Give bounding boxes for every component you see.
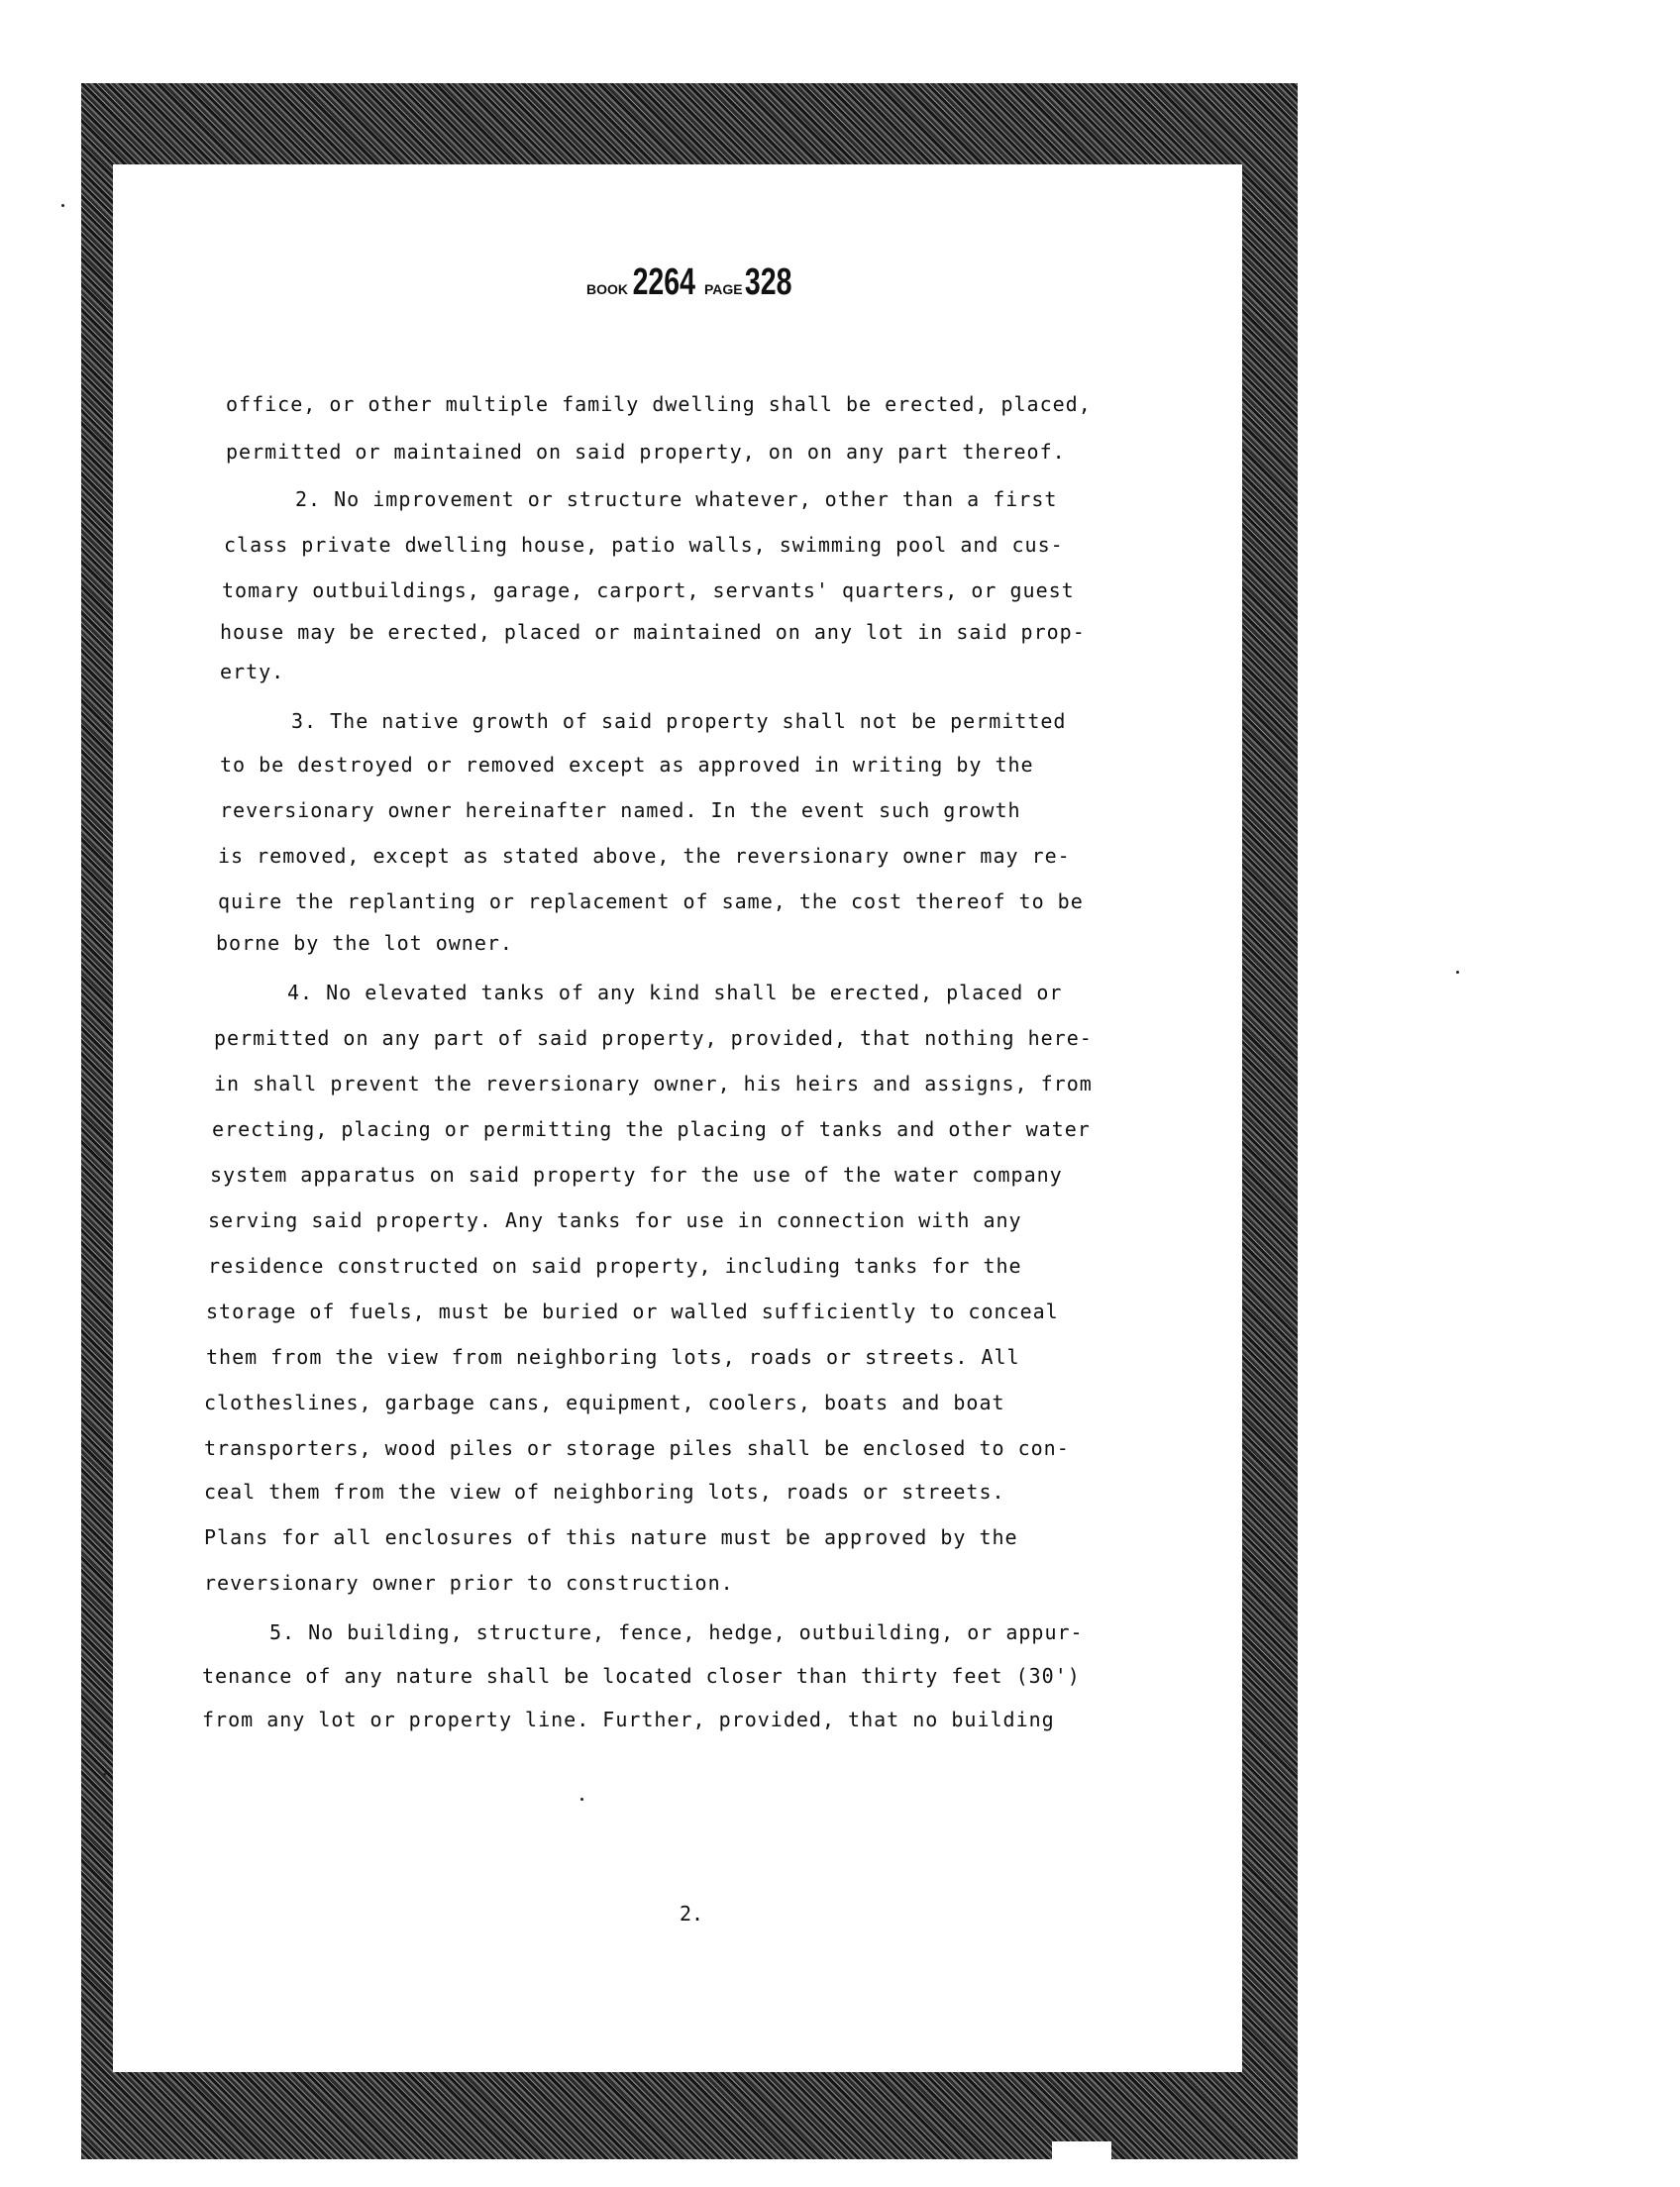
body-line: residence constructed on said property, including tanks for the — [208, 1254, 1022, 1278]
body-line: storage of fuels, must be buried or walled sufficiently to conceal — [206, 1300, 1059, 1323]
body-line: reversionary owner hereinafter named. In the event such growth — [220, 798, 1021, 822]
book-page-reference — [586, 261, 793, 304]
body-line: serving said property. Any tanks for use in connection with any — [208, 1208, 1022, 1232]
body-line: class private dwelling house, patio walls, swimming pool and cus- — [224, 533, 1064, 557]
body-line: erecting, placing or permitting the placing of tanks and other water — [212, 1117, 1091, 1141]
book-label: BOOK — [586, 281, 628, 297]
body-line: Plans for all enclosures of this nature must be approved by the — [204, 1525, 1018, 1549]
scan-speck — [61, 204, 64, 207]
page-number: 2. — [680, 1902, 704, 1926]
body-line: 2. No improvement or structure whatever, other than a first — [295, 487, 1058, 511]
page-label: PAGE — [704, 281, 743, 297]
body-line: system apparatus on said property for the use of the water company — [210, 1163, 1063, 1187]
body-line: 4. No elevated tanks of any kind shall be erected, placed or — [287, 981, 1063, 1004]
scan-speck — [103, 1773, 106, 1776]
body-line: transporters, wood piles or storage piles shall be enclosed to con- — [204, 1436, 1070, 1460]
body-line: clotheslines, garbage cans, equipment, coolers, boats and boat — [204, 1391, 1005, 1414]
book-number: 2264 — [632, 261, 695, 303]
body-line: from any lot or property line. Further, provided, that no building — [202, 1708, 1055, 1731]
body-line: them from the view from neighboring lots, roads or streets. All — [206, 1345, 1020, 1369]
body-line: tomary outbuildings, garage, carport, servants' quarters, or guest — [222, 578, 1075, 602]
body-line: borne by the lot owner. — [216, 931, 513, 955]
body-line: erty. — [220, 660, 285, 683]
body-line: 5. No building, structure, fence, hedge, outbuilding, or appur- — [269, 1620, 1084, 1644]
scan-blank-patch — [1052, 2141, 1111, 2171]
body-line: permitted on any part of said property, provided, that nothing here- — [214, 1026, 1093, 1050]
body-line: office, or other multiple family dwelling shall be erected, placed, — [226, 392, 1092, 416]
body-line: house may be erected, placed or maintained on any lot in said prop- — [220, 620, 1086, 644]
body-line: ceal them from the view of neighboring lots, roads or streets. — [204, 1480, 1005, 1504]
scan-speck — [580, 1798, 583, 1801]
body-line: 3. The native growth of said property shall not be permitted — [291, 709, 1067, 733]
body-line: quire the replanting or replacement of same, the cost thereof to be — [218, 889, 1084, 913]
body-line: is removed, except as stated above, the reversionary owner may re- — [218, 844, 1071, 868]
body-line: in shall prevent the reversionary owner, his heirs and assigns, from — [214, 1072, 1093, 1095]
scan-speck — [1456, 971, 1459, 974]
page-number-ref: 328 — [744, 261, 792, 303]
body-line: tenance of any nature shall be located closer than thirty feet (30') — [202, 1664, 1081, 1688]
body-line: to be destroyed or removed except as approved in writing by the — [220, 753, 1034, 777]
scan-speck — [1258, 913, 1261, 916]
body-line: permitted or maintained on said property, on on any part thereof. — [226, 440, 1066, 464]
body-line: reversionary owner prior to construction. — [204, 1571, 734, 1595]
